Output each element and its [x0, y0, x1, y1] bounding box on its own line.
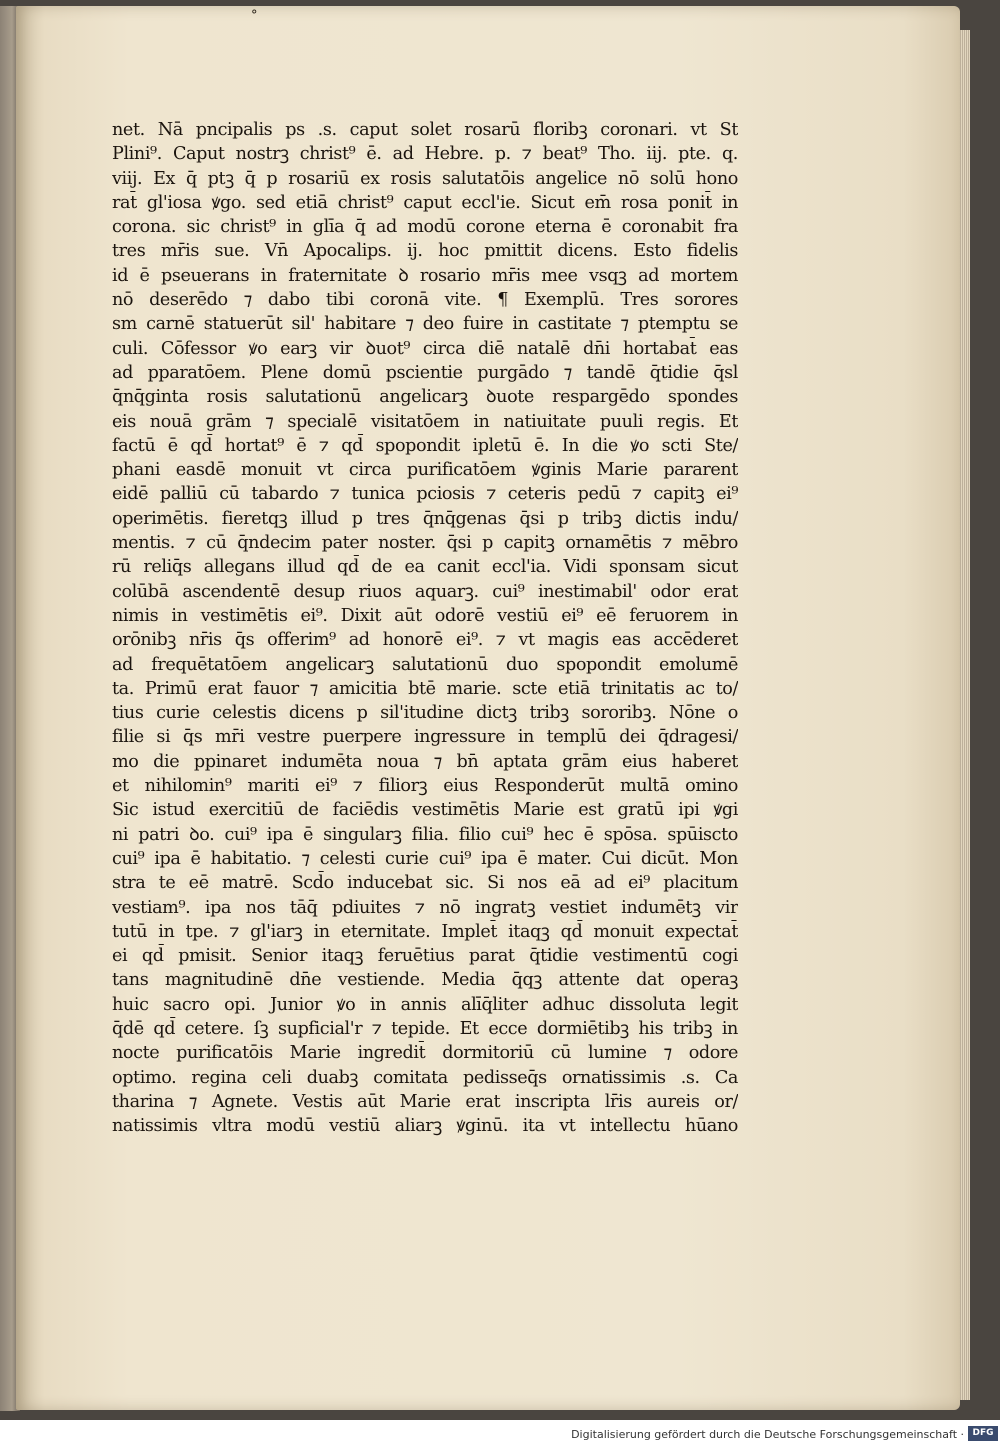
text-line: optimo. regina celi duabꝫ comitata pedisseq̄s ornatissimis .s. Ca	[112, 1067, 738, 1088]
text-line: vestiam⁹. ipa nos tāq̄ pdiuites ⁊ nō ingratꝫ vestiet indumētꝫ vir	[112, 897, 738, 918]
text-line: mo die ppinaret indumēta noua ⁊ bn̄ aptata grām eius haberet	[112, 751, 738, 772]
text-line: ni patri ꝺo. cui⁹ ipa ē singularꝫ filia. filio cui⁹ hec ē spōsa. spūiscto	[112, 824, 738, 845]
text-line: rat̄ gl'iosa ꝟgo. sed etiā christ⁹ caput eccl'ie. Sicut em̄ rosa ponit̄ in	[112, 192, 738, 213]
text-line: tius curie celestis dicens p sil'itudine dictꝫ tribꝫ sororibꝫ. Nōne o	[112, 703, 738, 724]
text-line: eis nouā grām ⁊ specialē visitatōem in natiuitate puuli regis. Et	[112, 411, 738, 432]
text-line: phani easdē monuit vt circa purificatōem ꝟginis Marie pararent	[112, 460, 738, 481]
text-line: rū reliq̄s allegans illud qd̄ de ea canit eccl'ia. Vidi sponsam sicut	[112, 557, 738, 578]
text-line: viij. Ex q̄ ptꝫ q̄ p rosariū ex rosis salutatōis angelice nō solū hono	[112, 168, 738, 189]
text-line: tharina ⁊ Agnete. Vestis aūt Marie erat inscripta lr̄is aureis or/	[112, 1091, 738, 1112]
footer-bar	[0, 1420, 1000, 1449]
dfg-logo: DFG	[968, 1426, 998, 1441]
text-line: sm carnē statuerūt sil' habitare ⁊ deo fuire in castitate ⁊ ptemptu se	[112, 314, 738, 335]
text-line: tres mr̄is sue. Vn̄ Apocalips. ij. hoc pmittit dicens. Esto fidelis	[112, 241, 738, 262]
text-line: stra te eē matrē. Scd̄o inducebat sic. Si nos eā ad ei⁹ placitum	[112, 873, 738, 894]
text-line: nocte purificatōis Marie ingredit̄ dormitoriū cū lumine ⁊ odore	[112, 1043, 738, 1064]
body-text	[112, 118, 738, 1138]
text-line: et nihilomin⁹ mariti ei⁹ ⁊ filiorꝫ eius Responderūt multā omino	[112, 776, 738, 797]
text-line: natissimis vltra modū vestiū aliarꝫ ꝟginū. ita vt intellectu hūano	[112, 1116, 738, 1137]
text-line: ad frequētatōem angelicarꝫ salutationū duo spopondit emolumē	[112, 654, 738, 675]
text-line: cui⁹ ipa ē habitatio. ⁊ celesti curie cui⁹ ipa ē mater. Cui dicūt. Mon	[112, 848, 738, 869]
text-line: nimis in vestimētis ei⁹. Dixit aūt odorē vestiū ei⁹ eē feruorem in	[112, 605, 738, 626]
text-line: orōnibꝫ nr̄is q̄s offerim⁹ ad honorē ei⁹. ⁊ vt magis eas accēderet	[112, 630, 738, 651]
text-line: corona. sic christ⁹ in glīa q̄ ad modū corone eterna ē coronabit fra	[112, 217, 738, 238]
funding-credit: Digitalisierung gefördert durch die Deutsche Forschungsgemeinschaft ·	[571, 1428, 964, 1441]
page-mark: °	[251, 8, 258, 23]
text-line: tans magnitudinē dn̄e vestiende. Media q̄qꝫ attente dat operaꝫ	[112, 970, 738, 991]
text-line: operimētis. fieretqꝫ illud p tres q̄nq̄genas q̄si p tribꝫ dictis indu/	[112, 508, 738, 529]
text-line: colūbā ascendentē desup riuos aquarꝫ. cui⁹ inestimabil' odor erat	[112, 581, 738, 602]
text-line: Plini⁹. Caput nostrꝫ christ⁹ ē. ad Hebre. p. ⁊ beat⁹ Tho. iij. pte. q.	[112, 144, 738, 165]
text-line: ei qd̄ pmisit. Senior itaqꝫ feruētius parat q̄tidie vestimentū cogi	[112, 946, 738, 967]
text-line: tutū in tpe. ⁊ gl'iarꝫ in eternitate. Implet̄ itaqꝫ qd̄ monuit expectat̄	[112, 921, 738, 942]
text-line: ta. Primū erat fauor ⁊ amicitia btē marie. scte etiā trinitatis ac to/	[112, 678, 738, 699]
text-line: filie si q̄s mr̄i vestre puerpere ingressure in templū dei q̄dragesi/	[112, 727, 738, 748]
text-line: net. Nā pncipalis ps .s. caput solet rosarū floribꝫ coronari. vt St	[112, 120, 738, 140]
text-line: Sic istud exercitiū de faciēdis vestimētis Marie est gratū ipi ꝟgi	[112, 800, 738, 821]
text-line: mentis. ⁊ cū q̄ndecim pater noster. q̄si p capitꝫ ornamētis ⁊ mēbro	[112, 533, 738, 554]
text-line: ad pparatōem. Plene domū pscientie purgādo ⁊ tandē q̄tidie q̄sl	[112, 362, 738, 383]
text-line: q̄nq̄ginta rosis salutationū angelicarꝫ ꝺuote respargēdo spondes	[112, 387, 738, 408]
text-line: eidē palliū cū tabardo ⁊ tunica pciosis ⁊ ceteris pedū ⁊ capitꝫ ei⁹	[112, 484, 738, 505]
text-line: q̄dē qd̄ cetere. ſꝫ supficial'r ⁊ tepide. Et ecce dormiētibꝫ his tribꝫ in	[112, 1018, 738, 1039]
text-line: huic sacro opi. Junior ꝟo in annis alīq̄liter adhuc dissoluta legit	[112, 994, 738, 1015]
text-line: factū ē qd̄ hortat⁹ ē ⁊ qd̄ spopondit ipletū ē. In die ꝟo scti Ste/	[112, 435, 738, 456]
text-line: id ē pseuerans in fraternitate ꝺ rosario mr̄is mee vsqꝫ ad mortem	[112, 265, 738, 286]
text-line: nō deserēdo ⁊ dabo tibi coronā vite. ¶ Exemplū. Tres sorores	[112, 290, 738, 311]
text-line: culi. Cōfessor ꝟo earꝫ vir ꝺuot⁹ circa diē natalē dn̄i hortabat̄ eas	[112, 338, 738, 359]
page-block-edge	[960, 30, 970, 1400]
